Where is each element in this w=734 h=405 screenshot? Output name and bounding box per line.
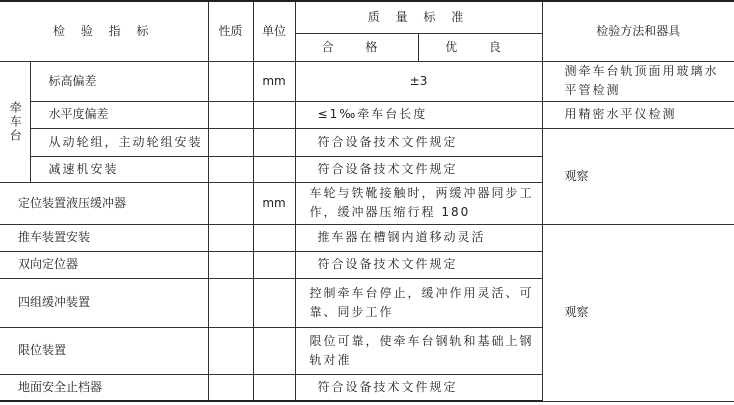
unit-cell bbox=[253, 374, 295, 401]
header-excellent: 优 良 bbox=[418, 33, 542, 61]
nature-cell bbox=[208, 156, 253, 182]
nature-cell bbox=[208, 327, 253, 374]
standard-cell: ≤1‰牵车台长度 bbox=[295, 101, 542, 128]
header-method: 检验方法和器具 bbox=[542, 1, 734, 61]
nature-cell bbox=[208, 61, 253, 101]
header-unit: 单位 bbox=[253, 1, 295, 61]
group-label: 牵车台 bbox=[0, 61, 30, 182]
unit-cell bbox=[253, 156, 295, 182]
unit-cell bbox=[253, 327, 295, 374]
table-row bbox=[0, 61, 734, 101]
unit-cell bbox=[253, 251, 295, 278]
indicator-cell: 限位装置 bbox=[0, 327, 208, 374]
nature-cell bbox=[208, 251, 253, 278]
header-nature: 性质 bbox=[208, 1, 253, 61]
standard-cell: 符合设备技术文件规定 bbox=[295, 374, 542, 401]
nature-cell bbox=[208, 224, 253, 251]
nature-cell bbox=[208, 182, 253, 224]
method-cell: 测牵车台轨顶面用玻璃水平管检测 bbox=[542, 61, 734, 101]
standard-cell: 符合设备技术文件规定 bbox=[295, 128, 542, 156]
header-indicator: 检 验 指 标 bbox=[0, 1, 208, 61]
unit-cell bbox=[253, 101, 295, 128]
indicator-cell: 定位装置液压缓冲器 bbox=[0, 182, 208, 224]
table-row bbox=[0, 101, 734, 128]
indicator-cell: 推车装置安装 bbox=[0, 224, 208, 251]
standard-cell: 符合设备技术文件规定 bbox=[295, 251, 542, 278]
indicator-cell: 双向定位器 bbox=[0, 251, 208, 278]
standard-cell: 车轮与铁靴接触时，两缓冲器同步工作，缓冲器压缩行程 180 bbox=[295, 182, 542, 224]
indicator-cell: 地面安全止档器 bbox=[0, 374, 208, 401]
indicator-cell: 四组缓冲装置 bbox=[0, 278, 208, 327]
nature-cell bbox=[208, 128, 253, 156]
nature-cell bbox=[208, 101, 253, 128]
unit-cell bbox=[253, 128, 295, 156]
method-cell: 观察 bbox=[542, 224, 734, 401]
header-row-1 bbox=[0, 1, 734, 33]
standard-cell: 限位可靠，使牵车台钢轨和基础上钢轨对准 bbox=[295, 327, 542, 374]
standard-cell: 符合设备技术文件规定 bbox=[295, 156, 542, 182]
indicator-cell: 标高偏差 bbox=[30, 61, 208, 101]
header-standard: 质 量 标 准 bbox=[295, 1, 542, 33]
nature-cell bbox=[208, 374, 253, 401]
nature-cell bbox=[208, 278, 253, 327]
indicator-cell: 水平度偏差 bbox=[30, 101, 208, 128]
unit-cell bbox=[253, 224, 295, 251]
standard-cell: 控制牵车台停止，缓冲作用灵活、可靠、同步工作 bbox=[295, 278, 542, 327]
header-qualified: 合 格 bbox=[295, 33, 418, 61]
standard-cell: 推车器在槽钢内道移动灵活 bbox=[295, 224, 542, 251]
unit-cell: mm bbox=[253, 61, 295, 101]
indicator-cell: 从动轮组，主动轮组安装 bbox=[30, 128, 208, 156]
table-row bbox=[0, 224, 734, 251]
standard-cell: ±3 bbox=[295, 61, 542, 101]
method-cell: 用精密水平仪检测 bbox=[542, 101, 734, 128]
table-row bbox=[0, 128, 734, 156]
unit-cell: mm bbox=[253, 182, 295, 224]
unit-cell bbox=[253, 278, 295, 327]
indicator-cell: 减速机安装 bbox=[30, 156, 208, 182]
method-cell: 观察 bbox=[542, 128, 734, 224]
